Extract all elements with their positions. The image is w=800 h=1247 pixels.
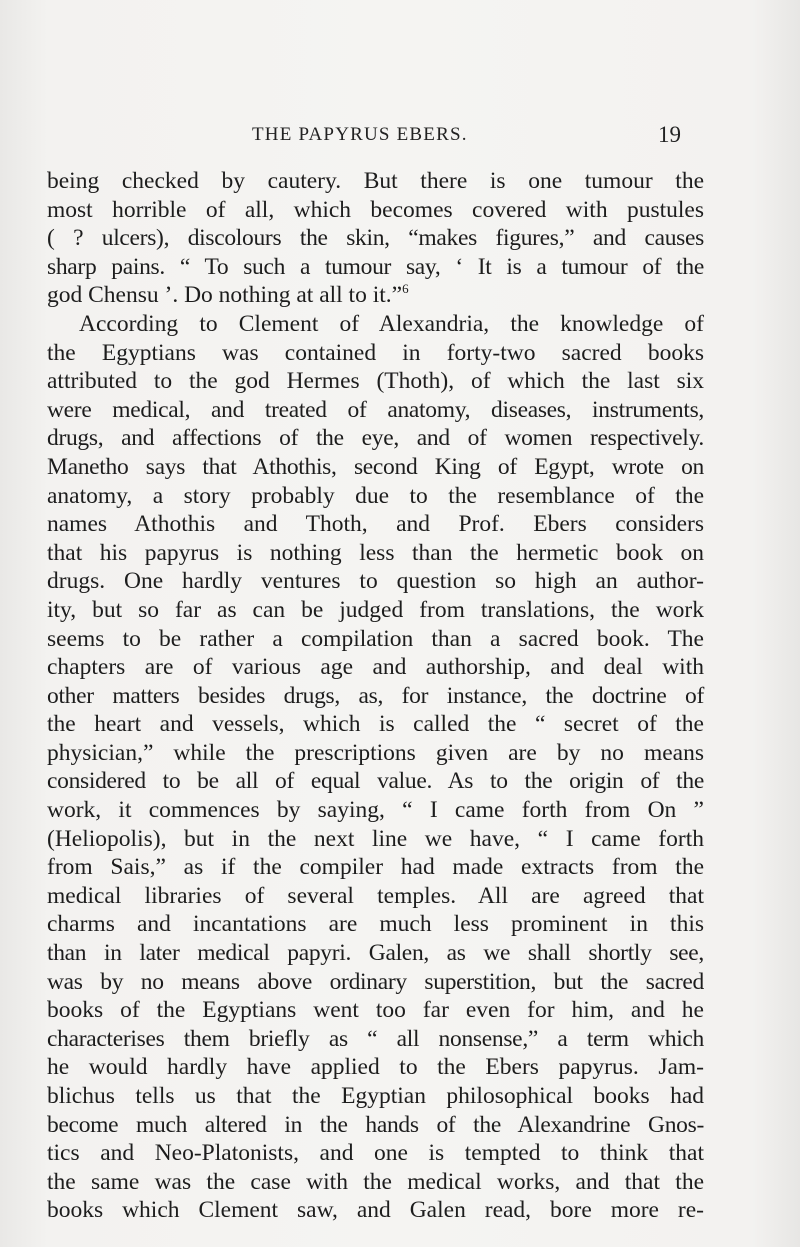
page-number: 19 [658, 122, 681, 147]
text-line: sharp pains. “ To such a tumour say, ‘ It is a tumour of the [47, 253, 704, 280]
text-line: work, it commences by saying, “ I came forth from On ” [47, 797, 704, 824]
text-line: that his papyrus is nothing less than the hermetic book on [47, 539, 704, 566]
footnote-marker: 6 [402, 281, 409, 297]
text-line-content: god Chensu ’. Do nothing at all to it.” [47, 282, 403, 309]
text-line: attributed to the god Hermes (Thoth), of which the last six [47, 368, 704, 395]
text-line: drugs. One hardly ventures to question so high an author- [47, 568, 704, 595]
running-head [0, 124, 800, 154]
text-line: tics and Neo-Platonists, and one is tempted to think that [47, 1140, 704, 1167]
paragraph-first-line: According to Clement of Alexandria, the knowledge of [79, 310, 704, 337]
text-line: become much altered in the hands of the Alexandrine Gnos- [47, 1111, 704, 1138]
text-line: considered to be all of equal value. As to the origin of the [47, 768, 704, 795]
text-line: from Sais,” as if the compiler had made extracts from the [47, 854, 704, 881]
text-line: ity, but so far as can be judged from translations, the work [47, 596, 704, 623]
text-line: medical libraries of several temples. All are agreed that [47, 882, 704, 909]
text-line: he would hardly have applied to the Ebers papyrus. Jam- [47, 1054, 704, 1081]
text-line: the Egyptians was contained in forty-two sacred books [47, 339, 704, 366]
text-line: most horrible of all, which becomes covered with pustules [47, 196, 704, 223]
text-line: books of the Egyptians went too far even for him, and he [47, 997, 704, 1024]
text-line: drugs, and affections of the eye, and of women respectively. [47, 425, 704, 452]
text-line: characterises them briefly as “ all nonsense,” a term which [47, 1025, 704, 1052]
text-line: charms and incantations are much less prominent in this [47, 911, 704, 938]
text-line: names Athothis and Thoth, and Prof. Ebers considers [47, 511, 704, 538]
text-line: physician,” while the prescriptions given are by no means [47, 739, 704, 766]
text-line: than in later medical papyri. Galen, as we shall shortly see, [47, 940, 704, 967]
text-line: were medical, and treated of anatomy, diseases, instruments, [47, 396, 704, 423]
text-line-with-footnote [47, 281, 704, 310]
text-line: anatomy, a story probably due to the resemblance of the [47, 482, 704, 509]
text-line: seems to be rather a compilation than a sacred book. The [47, 625, 704, 652]
text-line: was by no means above ordinary superstition, but the sacred [47, 968, 704, 995]
text-line: being checked by cautery. But there is one tumour the [47, 168, 704, 194]
text-line: books which Clement saw, and Galen read, bore more re- [47, 1197, 704, 1224]
text-line: other matters besides drugs, as, for instance, the doctrine of [47, 682, 704, 709]
text-line: Manetho says that Athothis, second King of Egypt, wrote on [47, 453, 704, 480]
body-text [47, 167, 704, 1225]
text-line: chapters are of various age and authorship, and deal with [47, 654, 704, 681]
text-line: the same was the case with the medical works, and that the [47, 1168, 704, 1195]
text-line: the heart and vessels, which is called the “ secret of the [47, 711, 704, 738]
text-line: blichus tells us that the Egyptian philosophical books had [47, 1083, 704, 1109]
running-title: THE PAPYRUS EBERS. [252, 124, 468, 145]
text-line: (Heliopolis), but in the next line we have, “ I came forth [47, 825, 704, 852]
text-line: ( ? ulcers), discolours the skin, “makes figures,” and causes [47, 225, 704, 252]
